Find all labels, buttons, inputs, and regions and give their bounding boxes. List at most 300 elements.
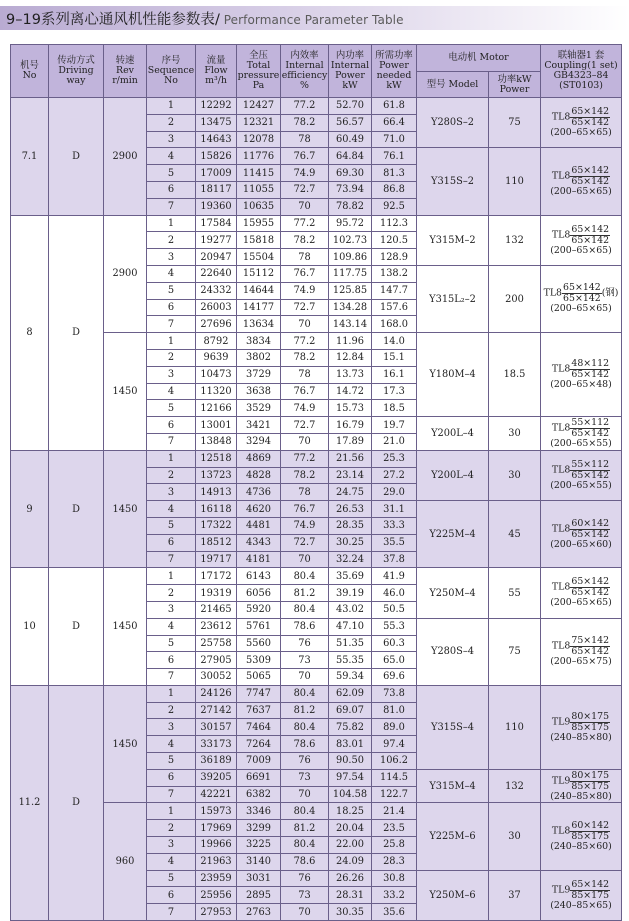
sequence-cell: 2 (147, 820, 196, 837)
sequence-cell: 2 (147, 585, 196, 602)
flow-cell: 25956 (196, 887, 237, 904)
power-needed-cell: 21.4 (372, 803, 417, 820)
pressure-cell: 6382 (237, 786, 281, 803)
coupling-denominator: 65×142 (571, 469, 610, 481)
internal-power-cell: 30.25 (329, 534, 372, 551)
efficiency-cell: 76.7 (281, 383, 329, 400)
motor-power-cell: 75 (489, 618, 541, 685)
pressure-cell: 7264 (237, 736, 281, 753)
pressure-cell: 4481 (237, 517, 281, 534)
flow-cell: 36189 (196, 753, 237, 770)
coupling-spec: (240–85×65) (550, 899, 612, 911)
power-needed-cell: 65.0 (372, 652, 417, 669)
pressure-cell: 4828 (237, 467, 281, 484)
header-machine-no: 机号 No (11, 45, 49, 98)
flow-cell: 15826 (196, 148, 237, 165)
pressure-cell: 3140 (237, 853, 281, 870)
power-needed-cell: 61.8 (372, 98, 417, 115)
power-needed-cell: 76.1 (372, 148, 417, 165)
coupling-denominator: 65×142 (571, 587, 610, 599)
pressure-cell: 11776 (237, 148, 281, 165)
efficiency-cell: 81.2 (281, 702, 329, 719)
coupling-spec: (200–65×65) (550, 244, 612, 256)
power-needed-cell: 14.0 (372, 333, 417, 350)
coupling-spec: (200–65×48) (550, 379, 612, 391)
header-sequence: 序号 Sequence No (147, 45, 196, 98)
efficiency-cell: 74.9 (281, 517, 329, 534)
coupling-denominator: 65×142 (571, 528, 610, 540)
power-needed-cell: 16.1 (372, 366, 417, 383)
header-coupling: 联轴器1 套 Coupling(1 set) GB4323–84 (ST0103) (541, 45, 622, 98)
efficiency-cell: 72.7 (281, 417, 329, 434)
speed-cell: 1450 (104, 568, 147, 686)
flow-cell: 33173 (196, 736, 237, 753)
sequence-cell: 1 (147, 685, 196, 702)
motor-model-cell: Y315M–4 (417, 769, 489, 803)
coupling-fraction (570, 225, 610, 246)
power-needed-cell: 29.0 (372, 484, 417, 501)
power-needed-cell: 23.5 (372, 820, 417, 837)
title-separator: / (214, 12, 220, 28)
sequence-cell: 5 (147, 870, 196, 887)
table-row (11, 450, 622, 467)
internal-power-cell: 30.35 (329, 904, 372, 921)
coupling-cell (541, 333, 622, 417)
coupling-type: TL8 (543, 287, 563, 299)
sequence-cell: 6 (147, 887, 196, 904)
sequence-cell: 6 (147, 417, 196, 434)
coupling-numerator: 60×142 (571, 819, 610, 831)
internal-power-cell: 59.34 (329, 669, 372, 686)
internal-power-cell: 125.85 (329, 282, 372, 299)
efficiency-cell: 76.7 (281, 265, 329, 282)
power-needed-cell: 17.3 (372, 383, 417, 400)
motor-model-cell: Y280S–2 (417, 98, 489, 148)
pressure-cell: 4869 (237, 450, 281, 467)
pressure-cell: 3299 (237, 820, 281, 837)
sequence-cell: 3 (147, 601, 196, 618)
coupling-numerator: 60×142 (571, 517, 610, 529)
coupling-cell (541, 618, 622, 685)
efficiency-cell: 76 (281, 753, 329, 770)
flow-cell: 13723 (196, 467, 237, 484)
power-needed-cell: 30.8 (372, 870, 417, 887)
internal-power-cell: 143.14 (329, 316, 372, 333)
flow-cell: 12166 (196, 400, 237, 417)
power-needed-cell: 120.5 (372, 232, 417, 249)
sequence-cell: 4 (147, 265, 196, 282)
coupling-type: TL8 (551, 640, 571, 652)
pressure-cell: 3421 (237, 417, 281, 434)
power-needed-cell: 27.2 (372, 467, 417, 484)
flow-cell: 42221 (196, 786, 237, 803)
flow-cell: 19360 (196, 198, 237, 215)
coupling-fraction (570, 166, 610, 187)
table-row (11, 215, 622, 232)
power-needed-cell: 31.1 (372, 501, 417, 518)
internal-power-cell: 35.69 (329, 568, 372, 585)
driving-way-cell: D (49, 685, 104, 920)
pressure-cell: 6056 (237, 585, 281, 602)
efficiency-cell: 70 (281, 786, 329, 803)
motor-model-cell: Y200L–4 (417, 417, 489, 451)
coupling-spec: (200–65×55) (550, 479, 612, 491)
efficiency-cell: 77.2 (281, 215, 329, 232)
coupling-type: TL9 (551, 774, 571, 786)
driving-way-cell: D (49, 98, 104, 216)
power-needed-cell: 97.4 (372, 736, 417, 753)
internal-power-cell: 69.30 (329, 165, 372, 182)
internal-power-cell: 56.57 (329, 114, 372, 131)
power-needed-cell: 18.5 (372, 400, 417, 417)
pressure-cell: 11055 (237, 181, 281, 198)
internal-power-cell: 117.75 (329, 265, 372, 282)
sequence-cell: 3 (147, 249, 196, 266)
coupling-note: (钢) (601, 287, 619, 299)
speed-cell: 2900 (104, 98, 147, 216)
coupling-fraction (570, 418, 610, 439)
page-title (6, 9, 404, 29)
internal-power-cell: 11.96 (329, 333, 372, 350)
flow-cell: 27953 (196, 904, 237, 921)
sequence-cell: 3 (147, 131, 196, 148)
sequence-cell: 4 (147, 148, 196, 165)
motor-model-cell: Y250M–6 (417, 870, 489, 920)
pressure-cell: 7009 (237, 753, 281, 770)
flow-cell: 27905 (196, 652, 237, 669)
pressure-cell: 7637 (237, 702, 281, 719)
motor-power-cell: 55 (489, 568, 541, 618)
pressure-cell: 10635 (237, 198, 281, 215)
header-total-pressure: 全压 Total pressure Pa (237, 45, 281, 98)
coupling-fraction (570, 821, 610, 842)
coupling-spec: (200–65×65) (550, 303, 612, 315)
coupling-denominator: 65×142 (571, 646, 610, 658)
motor-model-cell: Y315S–2 (417, 148, 489, 215)
coupling-type: TL8 (551, 111, 571, 123)
efficiency-cell: 81.2 (281, 585, 329, 602)
efficiency-cell: 73 (281, 769, 329, 786)
header-motor-model: 型号 Model (417, 72, 489, 98)
pressure-cell: 3031 (237, 870, 281, 887)
motor-model-cell: Y180M–4 (417, 333, 489, 417)
sequence-cell: 3 (147, 366, 196, 383)
pressure-cell: 3346 (237, 803, 281, 820)
sequence-cell: 6 (147, 181, 196, 198)
efficiency-cell: 78.2 (281, 232, 329, 249)
internal-power-cell: 12.84 (329, 349, 372, 366)
sequence-cell: 3 (147, 719, 196, 736)
flow-cell: 18512 (196, 534, 237, 551)
power-needed-cell: 73.8 (372, 685, 417, 702)
pressure-cell: 6143 (237, 568, 281, 585)
pressure-cell: 11415 (237, 165, 281, 182)
power-needed-cell: 37.8 (372, 551, 417, 568)
coupling-fraction (570, 519, 610, 540)
sequence-cell: 7 (147, 551, 196, 568)
pressure-cell: 5065 (237, 669, 281, 686)
header-power-needed: 所需功率 Power needed kW (372, 45, 417, 98)
pressure-cell: 5309 (237, 652, 281, 669)
pressure-cell: 14177 (237, 299, 281, 316)
flow-cell: 30052 (196, 669, 237, 686)
coupling-denominator: 65×142 (563, 293, 601, 305)
sequence-cell: 2 (147, 114, 196, 131)
flow-cell: 18117 (196, 181, 237, 198)
coupling-fraction (562, 283, 602, 304)
pressure-cell: 7464 (237, 719, 281, 736)
power-needed-cell: 128.9 (372, 249, 417, 266)
power-needed-cell: 81.3 (372, 165, 417, 182)
pressure-cell: 2763 (237, 904, 281, 921)
coupling-type: TL8 (551, 170, 571, 182)
coupling-numerator: 48×112 (571, 358, 610, 370)
flow-cell: 26003 (196, 299, 237, 316)
efficiency-cell: 76.7 (281, 501, 329, 518)
internal-power-cell: 69.07 (329, 702, 372, 719)
coupling-type: TL8 (551, 229, 571, 241)
sequence-cell: 2 (147, 232, 196, 249)
coupling-fraction (570, 460, 610, 481)
motor-model-cell: Y315S–4 (417, 685, 489, 769)
power-needed-cell: 15.1 (372, 349, 417, 366)
coupling-type: TL9 (551, 884, 571, 896)
coupling-fraction (570, 577, 610, 598)
internal-power-cell: 14.72 (329, 383, 372, 400)
internal-power-cell: 43.02 (329, 601, 372, 618)
power-needed-cell: 114.5 (372, 769, 417, 786)
flow-cell: 24332 (196, 282, 237, 299)
coupling-spec: (200–65×65) (550, 127, 612, 139)
coupling-fraction (570, 636, 610, 657)
pressure-cell: 13634 (237, 316, 281, 333)
flow-cell: 17009 (196, 165, 237, 182)
internal-power-cell: 64.84 (329, 148, 372, 165)
coupling-numerator: 65×142 (571, 106, 610, 118)
efficiency-cell: 78.2 (281, 114, 329, 131)
internal-power-cell: 16.79 (329, 417, 372, 434)
motor-power-cell: 110 (489, 685, 541, 769)
sequence-cell: 1 (147, 333, 196, 350)
efficiency-cell: 70 (281, 904, 329, 921)
flow-cell: 16118 (196, 501, 237, 518)
flow-cell: 20947 (196, 249, 237, 266)
performance-table (10, 44, 622, 921)
internal-power-cell: 73.94 (329, 181, 372, 198)
pressure-cell: 3834 (237, 333, 281, 350)
efficiency-cell: 78.6 (281, 736, 329, 753)
table-row (11, 98, 622, 115)
internal-power-cell: 17.89 (329, 433, 372, 450)
internal-power-cell: 134.28 (329, 299, 372, 316)
speed-cell: 1450 (104, 685, 147, 803)
coupling-spec: (200–65×75) (550, 656, 612, 668)
power-needed-cell: 89.0 (372, 719, 417, 736)
efficiency-cell: 77.2 (281, 333, 329, 350)
internal-power-cell: 102.73 (329, 232, 372, 249)
coupling-fraction (570, 771, 610, 792)
power-needed-cell: 138.2 (372, 265, 417, 282)
coupling-denominator: 85×175 (571, 830, 610, 842)
motor-power-cell: 110 (489, 148, 541, 215)
coupling-type: TL8 (551, 422, 571, 434)
efficiency-cell: 76 (281, 870, 329, 887)
efficiency-cell: 70 (281, 198, 329, 215)
coupling-type: TL9 (551, 716, 571, 728)
sequence-cell: 5 (147, 400, 196, 417)
pressure-cell: 15504 (237, 249, 281, 266)
coupling-cell (541, 803, 622, 870)
coupling-numerator: 80×175 (571, 769, 610, 781)
sequence-cell: 5 (147, 753, 196, 770)
power-needed-cell: 46.0 (372, 585, 417, 602)
pressure-cell: 15818 (237, 232, 281, 249)
flow-cell: 8792 (196, 333, 237, 350)
sequence-cell: 1 (147, 803, 196, 820)
header-driving-way: 传动方式 Driving way (49, 45, 104, 98)
flow-cell: 13475 (196, 114, 237, 131)
coupling-numerator: 55×112 (571, 416, 610, 428)
efficiency-cell: 76 (281, 635, 329, 652)
machine-no-cell: 8 (11, 215, 49, 450)
sequence-cell: 1 (147, 98, 196, 115)
flow-cell: 12518 (196, 450, 237, 467)
power-needed-cell: 28.3 (372, 853, 417, 870)
coupling-cell (541, 450, 622, 500)
sequence-cell: 2 (147, 702, 196, 719)
pressure-cell: 5761 (237, 618, 281, 635)
efficiency-cell: 77.2 (281, 98, 329, 115)
flow-cell: 21963 (196, 853, 237, 870)
power-needed-cell: 122.7 (372, 786, 417, 803)
power-needed-cell: 106.2 (372, 753, 417, 770)
internal-power-cell: 26.26 (329, 870, 372, 887)
flow-cell: 19319 (196, 585, 237, 602)
sequence-cell: 5 (147, 517, 196, 534)
efficiency-cell: 80.4 (281, 837, 329, 854)
efficiency-cell: 74.9 (281, 400, 329, 417)
internal-power-cell: 13.73 (329, 366, 372, 383)
pressure-cell: 5920 (237, 601, 281, 618)
power-needed-cell: 55.3 (372, 618, 417, 635)
coupling-numerator: 55×112 (571, 458, 610, 470)
internal-power-cell: 39.19 (329, 585, 372, 602)
power-needed-cell: 168.0 (372, 316, 417, 333)
internal-power-cell: 95.72 (329, 215, 372, 232)
motor-model-cell: Y225M–4 (417, 501, 489, 568)
power-needed-cell: 19.7 (372, 417, 417, 434)
coupling-fraction (570, 359, 610, 380)
flow-cell: 19277 (196, 232, 237, 249)
sequence-cell: 7 (147, 316, 196, 333)
power-needed-cell: 33.3 (372, 517, 417, 534)
flow-cell: 23959 (196, 870, 237, 887)
power-needed-cell: 25.8 (372, 837, 417, 854)
coupling-spec: (200–65×60) (550, 538, 612, 550)
power-needed-cell: 92.5 (372, 198, 417, 215)
driving-way-cell: D (49, 215, 104, 450)
internal-power-cell: 24.75 (329, 484, 372, 501)
machine-no-cell: 7.1 (11, 98, 49, 216)
internal-power-cell: 20.04 (329, 820, 372, 837)
pressure-cell: 4181 (237, 551, 281, 568)
power-needed-cell: 147.7 (372, 282, 417, 299)
efficiency-cell: 76.7 (281, 148, 329, 165)
pressure-cell: 3529 (237, 400, 281, 417)
coupling-cell (541, 501, 622, 568)
power-needed-cell: 69.6 (372, 669, 417, 686)
flow-cell: 22640 (196, 265, 237, 282)
pressure-cell: 3802 (237, 349, 281, 366)
efficiency-cell: 70 (281, 551, 329, 568)
motor-power-cell: 132 (489, 769, 541, 803)
coupling-numerator: 65×142 (571, 223, 610, 235)
sequence-cell: 7 (147, 669, 196, 686)
efficiency-cell: 72.7 (281, 299, 329, 316)
coupling-spec: (240–85×80) (550, 790, 612, 802)
sequence-cell: 4 (147, 736, 196, 753)
flow-cell: 14643 (196, 131, 237, 148)
motor-model-cell: Y315L₂–2 (417, 265, 489, 332)
efficiency-cell: 70 (281, 669, 329, 686)
pressure-cell: 15955 (237, 215, 281, 232)
machine-no-cell: 10 (11, 568, 49, 686)
motor-model-cell: Y315M–2 (417, 215, 489, 265)
internal-power-cell: 52.70 (329, 98, 372, 115)
coupling-type: TL8 (551, 363, 571, 375)
driving-way-cell: D (49, 568, 104, 686)
sequence-cell: 1 (147, 568, 196, 585)
internal-power-cell: 62.09 (329, 685, 372, 702)
sequence-cell: 2 (147, 467, 196, 484)
machine-no-cell: 9 (11, 450, 49, 568)
sequence-cell: 6 (147, 769, 196, 786)
coupling-cell (541, 265, 622, 332)
power-needed-cell: 35.5 (372, 534, 417, 551)
header-speed: 转速 Rev r/min (104, 45, 147, 98)
pressure-cell: 3638 (237, 383, 281, 400)
flow-cell: 17584 (196, 215, 237, 232)
sequence-cell: 6 (147, 652, 196, 669)
title-cn: 9–19系列离心通风机性能参数表 (6, 12, 215, 28)
power-needed-cell: 21.0 (372, 433, 417, 450)
efficiency-cell: 81.2 (281, 820, 329, 837)
pressure-cell: 14644 (237, 282, 281, 299)
sequence-cell: 7 (147, 433, 196, 450)
sequence-cell: 2 (147, 349, 196, 366)
flow-cell: 19966 (196, 837, 237, 854)
internal-power-cell: 51.35 (329, 635, 372, 652)
power-needed-cell: 41.9 (372, 568, 417, 585)
sequence-cell: 4 (147, 618, 196, 635)
flow-cell: 23612 (196, 618, 237, 635)
internal-power-cell: 28.35 (329, 517, 372, 534)
internal-power-cell: 23.14 (329, 467, 372, 484)
coupling-denominator: 65×142 (571, 427, 610, 439)
coupling-type: TL8 (551, 523, 571, 534)
speed-cell: 1450 (104, 450, 147, 568)
power-needed-cell: 60.3 (372, 635, 417, 652)
efficiency-cell: 80.4 (281, 719, 329, 736)
driving-way-cell: D (49, 450, 104, 568)
flow-cell: 30157 (196, 719, 237, 736)
pressure-cell: 5560 (237, 635, 281, 652)
internal-power-cell: 32.24 (329, 551, 372, 568)
coupling-cell (541, 568, 622, 618)
coupling-fraction (570, 107, 610, 128)
flow-cell: 24126 (196, 685, 237, 702)
sequence-cell: 7 (147, 904, 196, 921)
